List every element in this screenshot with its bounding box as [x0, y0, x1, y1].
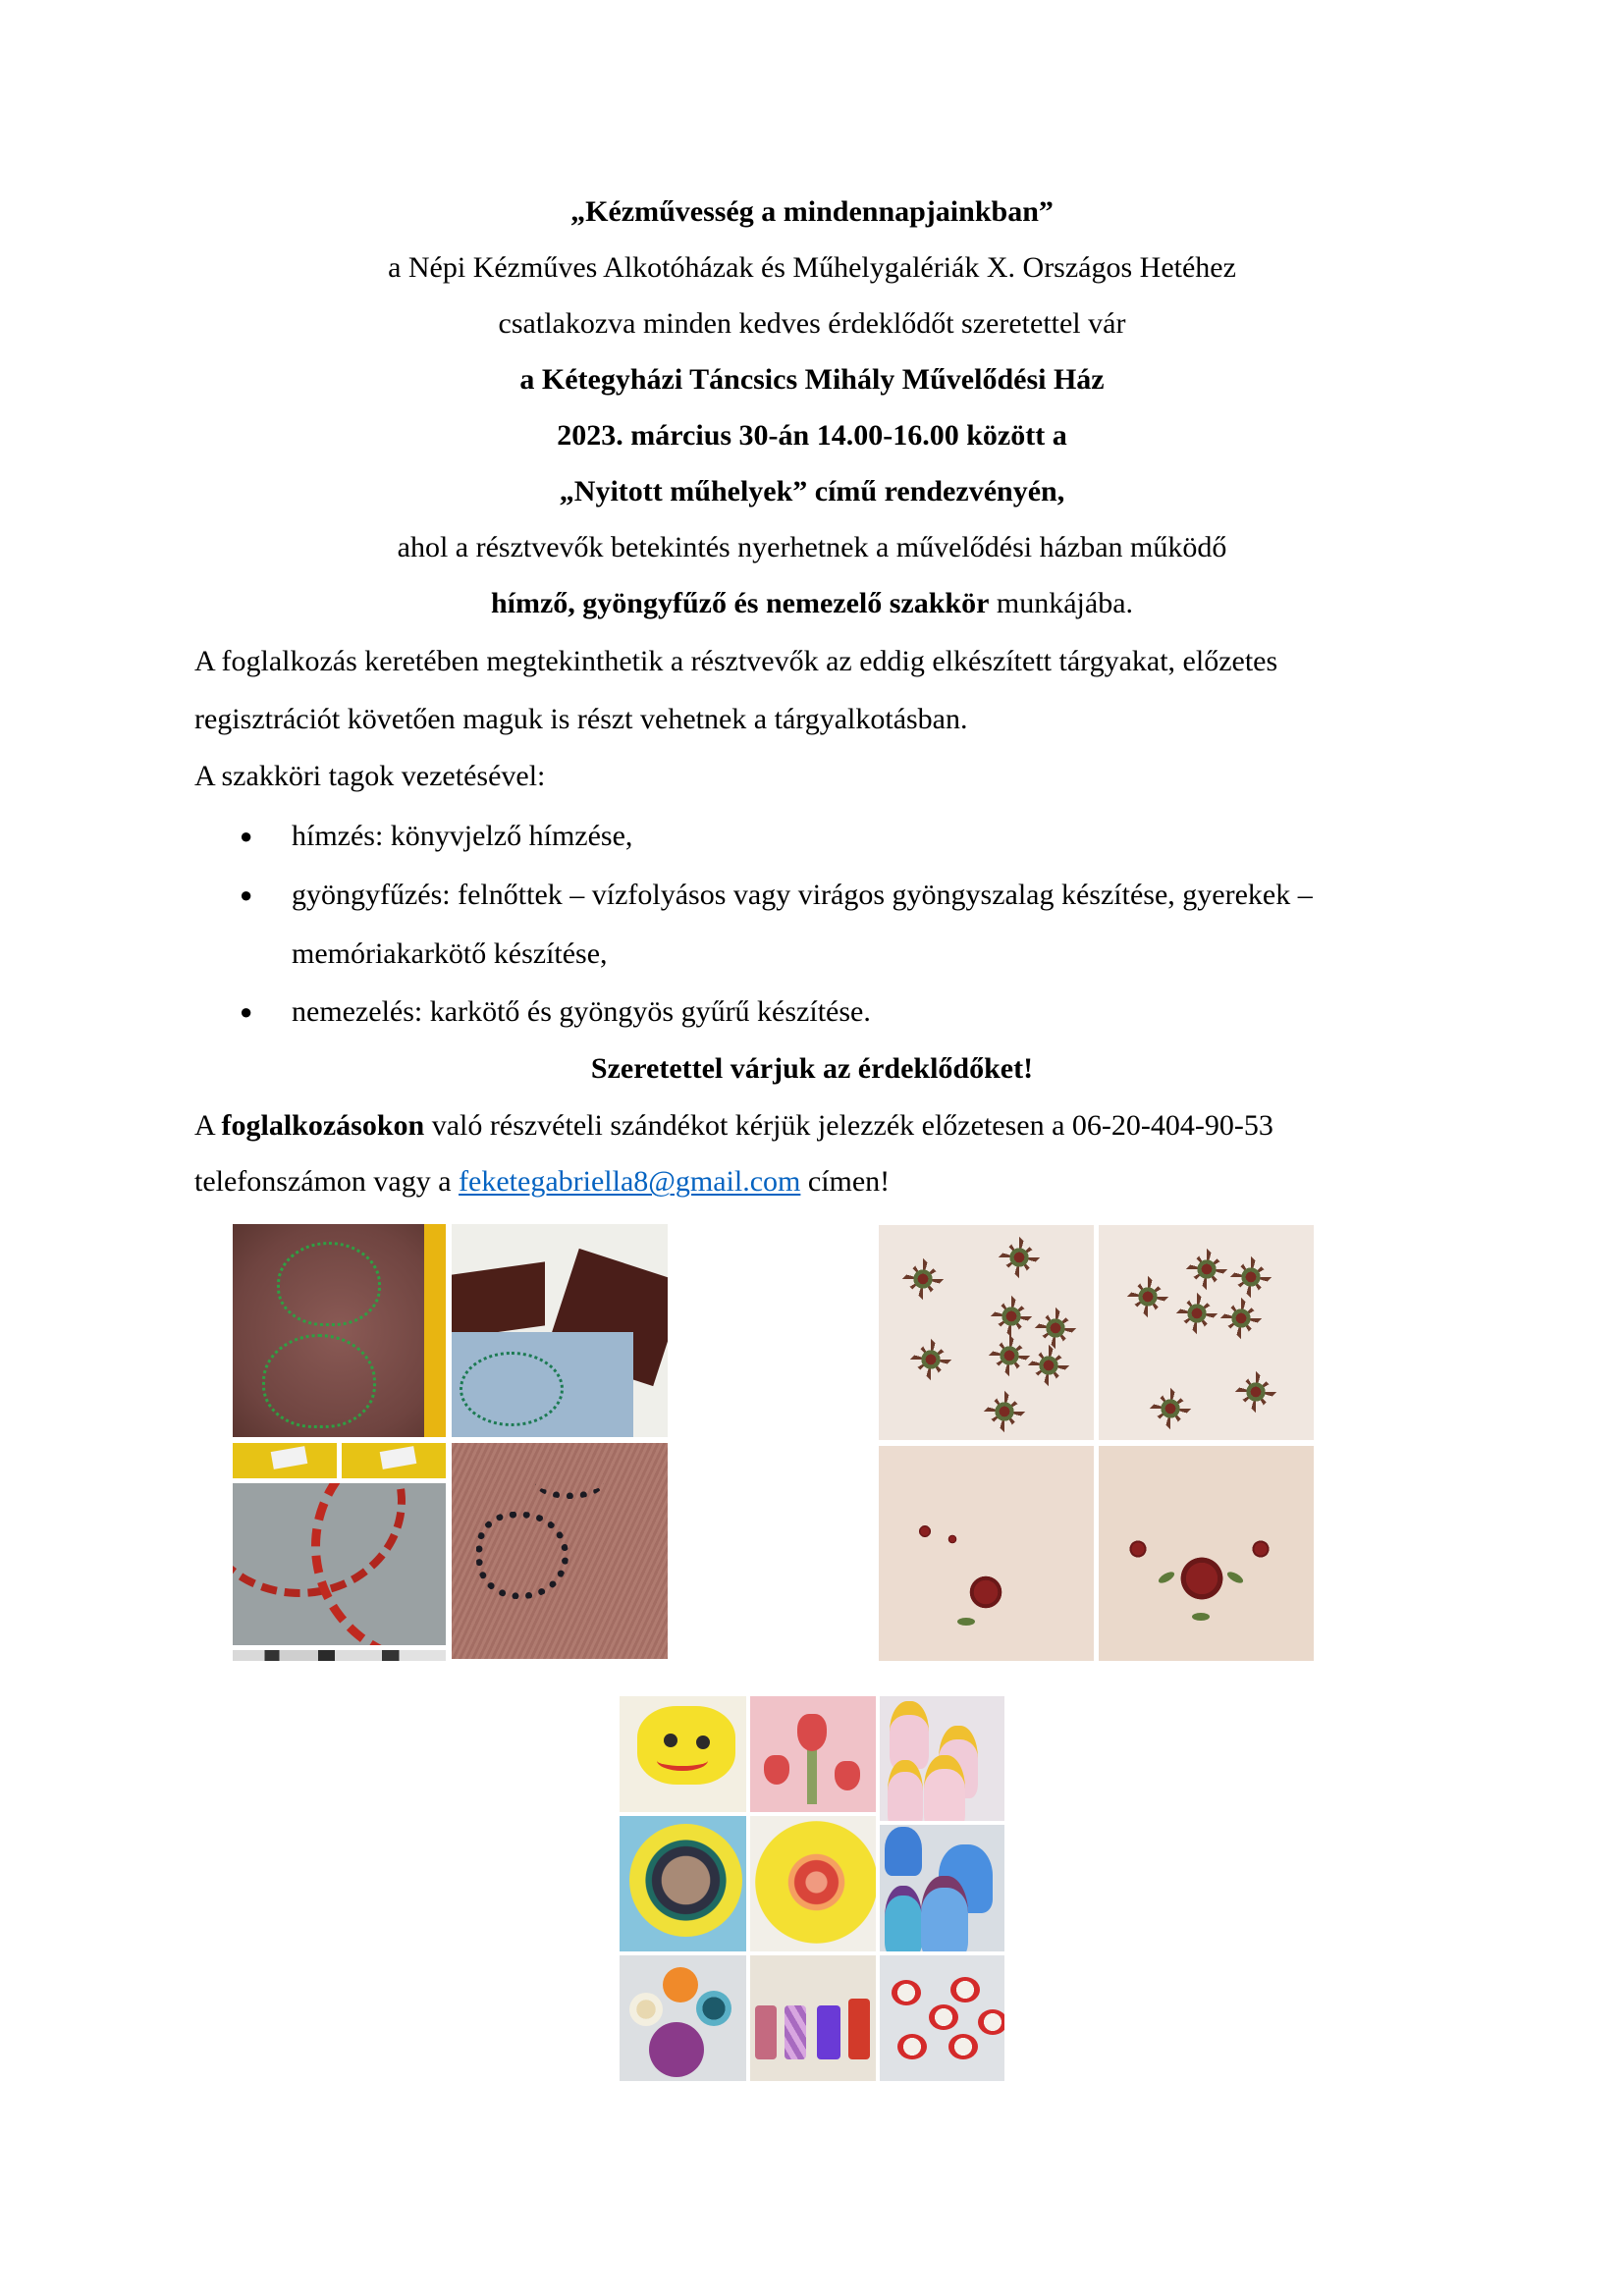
- bullet-icon: ●: [240, 999, 253, 1024]
- embroidery-photo-3: [879, 1446, 1094, 1661]
- sun-spiral-felt-photo: [750, 1816, 876, 1951]
- beading-table-photo: [452, 1224, 668, 1437]
- tulip-felt-photo: [750, 1696, 876, 1812]
- list-item: hímzés: könyvjelző hímzése,: [292, 820, 633, 852]
- circles-line: [0, 586, 1624, 621]
- workshop-photo-small-1: [233, 1443, 337, 1478]
- list-item-continuation: memóriakarkötő készítése,: [292, 937, 608, 970]
- invite-line: csatlakozva minden kedves érdeklődőt szeretettel vár: [498, 307, 1126, 340]
- contact-line2-suffix: címen!: [800, 1165, 891, 1198]
- felt-vases-photo: [750, 1955, 876, 2081]
- felt-bowls-photo: [620, 1955, 746, 2081]
- host-name: a Kétegyházi Táncsics Mihály Művelődési Ház: [519, 363, 1105, 396]
- embroidery-photo-2: [1099, 1225, 1314, 1440]
- contact-line-1: [194, 1108, 1273, 1144]
- paragraph-2: A szakköri tagok vezetésével:: [194, 760, 546, 792]
- pink-puppets-photo: [880, 1696, 1004, 1821]
- contact-line-2: [194, 1164, 890, 1200]
- sunflower-felt-photo: [620, 1816, 746, 1951]
- paragraph-1-line-1: A foglalkozás keretében megtekinthetik a résztvevők az eddig elkészített tárgyakat, előzetes: [194, 645, 1278, 677]
- felting-collage: [620, 1696, 1004, 2081]
- bullet-icon: ●: [240, 824, 253, 848]
- workshop-photo-small-2: [342, 1443, 446, 1478]
- embroidery-photo-1: [879, 1225, 1094, 1440]
- circles-bold: hímző, gyöngyfűző és nemezelő szakkör: [490, 587, 990, 619]
- list-item: gyöngyfűzés: felnőttek – vízfolyásos vagy virágos gyöngyszalag készítése, gyerekek –: [292, 879, 1313, 911]
- circles-rest: munkájába.: [989, 587, 1134, 619]
- black-bracelet-photo: [452, 1443, 668, 1659]
- paragraph-1-line-2: regisztrációt követően maguk is részt vehetnek a tárgyalkotásban.: [194, 703, 968, 735]
- subtitle: a Népi Kézműves Alkotóházak és Műhelygalériák X. Országos Hetéhez: [388, 251, 1236, 284]
- smiley-felt-photo: [620, 1696, 746, 1812]
- event-datetime: 2023. március 30-án 14.00-16.00 között a: [557, 419, 1067, 452]
- red-necklace-photo: [233, 1483, 446, 1645]
- felt-rings-photo: [880, 1955, 1004, 2081]
- thumbnail-strip: [233, 1650, 446, 1661]
- contact-bold: foglalkozásokon: [221, 1109, 425, 1142]
- list-item: nemezelés: karkötő és gyöngyös gyűrű készítése.: [292, 995, 871, 1028]
- embroidery-photo-4: [1099, 1446, 1314, 1661]
- email-link[interactable]: feketegabriella8@gmail.com: [459, 1165, 801, 1198]
- green-necklace-photo: [233, 1224, 446, 1437]
- description-line: ahol a résztvevők betekintés nyerhetnek a művelődési házban működő: [397, 531, 1227, 563]
- bullet-icon: ●: [240, 882, 253, 907]
- contact-rest: való részvételi szándékot kérjük jelezzék előzetesen a 06-20-404-90-53: [424, 1109, 1273, 1142]
- embroidery-collage: [879, 1225, 1314, 1661]
- title: „Kézművesség a mindennapjainkban”: [570, 195, 1054, 228]
- contact-prefix: A: [194, 1109, 222, 1142]
- closing-line: Szeretettel várjuk az érdeklődőket!: [590, 1052, 1034, 1085]
- contact-line2-prefix: telefonszámon vagy a: [194, 1165, 460, 1198]
- event-name: „Nyitott műhelyek” című rendezvényén,: [559, 475, 1065, 507]
- beadwork-collage: [233, 1224, 668, 1661]
- blue-puppets-photo: [880, 1825, 1004, 1951]
